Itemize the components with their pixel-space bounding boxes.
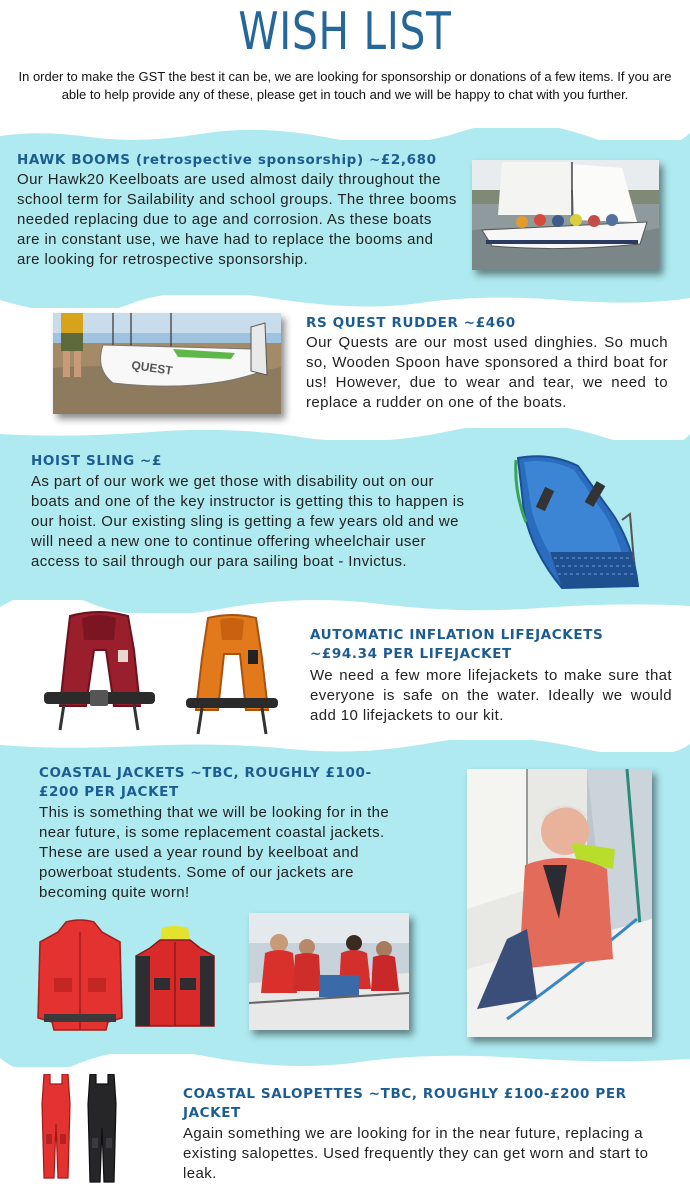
hoist-sling-title: HOIST SLING ~£ bbox=[31, 453, 162, 469]
intro-text: In order to make the GST the best it can be, we are looking for sponsorship or donations of a few items. If you are able to help provide any of these, please get in touch and we will be happy to chat with you further. bbox=[18, 69, 672, 102]
lifejacket-red-image bbox=[42, 610, 157, 740]
hoist-sling-image bbox=[510, 452, 642, 592]
hawk-booms-title: HAWK BOOMS (retrospective sponsorship) ~£2,680 bbox=[17, 152, 437, 168]
band-coastal-bottom-edge bbox=[0, 1053, 690, 1067]
salopettes-red-image bbox=[40, 1074, 72, 1179]
students-on-boat-photo bbox=[249, 913, 409, 1030]
band-hawk-top-edge bbox=[0, 128, 690, 142]
salopettes-title: COASTAL SALOPETTES ~TBC, ROUGHLY £100-£200 PER JACKET bbox=[183, 1086, 627, 1121]
band-hawk-bottom-edge bbox=[0, 294, 690, 308]
lifejacket-orange-image bbox=[186, 614, 278, 742]
salopettes-black-image bbox=[86, 1074, 118, 1184]
hawk-booms-body: Our Hawk20 Keelboats are used almost daily throughout the school term for Sailability and school groups. The three booms needed replacing due to age and corrosion. As these boats are in constant use, we have had to replace the booms and are looking for retrospective sponsorship. bbox=[17, 171, 457, 268]
page-title: WISH LIST bbox=[238, 2, 452, 62]
band-hoist-top-edge bbox=[0, 428, 690, 442]
hoist-sling-body: As part of our work we get those with disability out on our boats and one of the key instructor is getting this to happen is our hoist. Our existing sling is getting a few years old and we will need a new one to continue offering wheelchair user access to sail through our para sailing boat - Invictus. bbox=[31, 473, 465, 570]
coastal-jacket-hood-image bbox=[134, 926, 216, 1034]
salopettes-body: Again something we are looking for in the near future, replacing a existing salopettes. Used frequently they can get worn and start to leak. bbox=[183, 1125, 649, 1182]
coastal-jacket-red-image bbox=[36, 918, 124, 1036]
coastal-jackets-body: This is something that we will be looking for in the near future, is some replacement coastal jackets. These are used a year round by keelboat and powerboat students. Some of our jackets are becoming quite worn! bbox=[39, 804, 390, 901]
hawk-keelboat-photo bbox=[472, 160, 659, 270]
older-sailor-photo bbox=[467, 769, 652, 1037]
coastal-jackets-title: COASTAL JACKETS ~TBC, ROUGHLY £100-£200 PER JACKET bbox=[39, 765, 372, 800]
rs-quest-photo bbox=[53, 313, 281, 414]
quest-hull-lettering: QUEST bbox=[130, 358, 174, 378]
rs-quest-body: Our Quests are our most used dinghies. So much so, Wooden Spoon have sponsored a third boat for us! However, due to wear and tear, we need to replace a rudder on one of the boats. bbox=[306, 334, 668, 411]
lifejackets-title: AUTOMATIC INFLATION LIFEJACKETS ~£94.34 PER LIFEJACKET bbox=[310, 627, 604, 662]
band-coastal-top-edge bbox=[0, 740, 690, 754]
rs-quest-title: RS QUEST RUDDER ~£460 bbox=[306, 315, 516, 331]
lifejackets-body: We need a few more lifejackets to make sure that everyone is safe on the water. Ideally we would add 10 lifejackets to our kit. bbox=[310, 667, 672, 724]
